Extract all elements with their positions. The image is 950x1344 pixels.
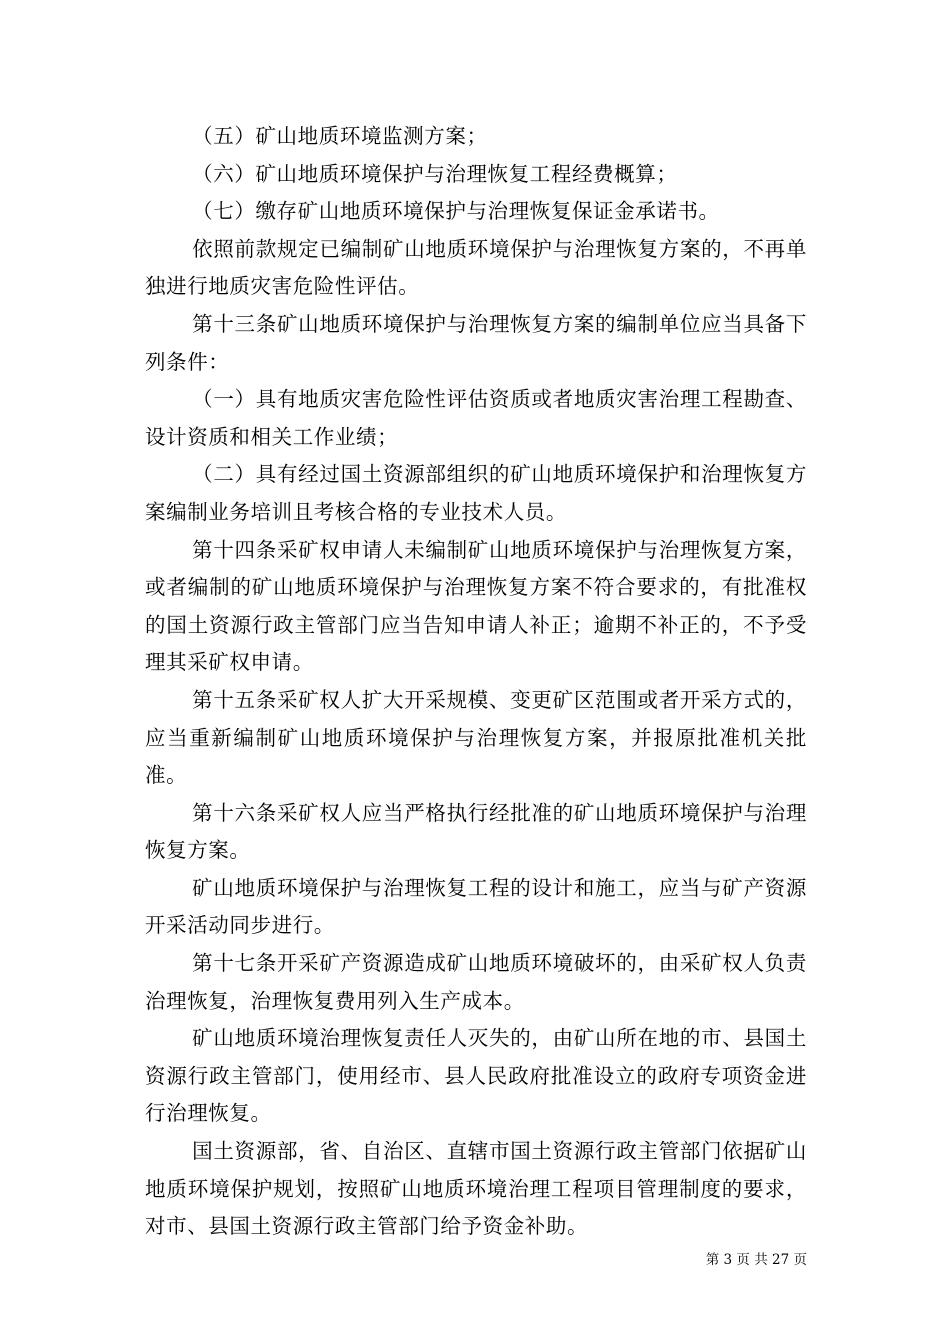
page-number: 第 3 页 共 27 页: [705, 1252, 807, 1268]
paragraph-article-14: 第十四条采矿权申请人未编制矿山地质环境保护与治理恢复方案，或者编制的矿山地质环境保护与治理恢复方案不符合要求的，有批准权的国土资源行政主管部门应当告知申请人补正；逾期不补正的，不予受理其采矿权申请。: [145, 537, 807, 675]
document-body: [145, 118, 807, 1246]
paragraph-item-6: （六）矿山地质环境保护与治理恢复工程经费概算；: [192, 161, 678, 186]
paragraph-article-17-responsible: 矿山地质环境治理恢复责任人灭失的，由矿山所在地的市、县国土资源行政主管部门，使用经市、县人民政府批准设立的政府专项资金进行治理恢复。: [145, 1026, 807, 1126]
paragraph-item-7: （七）缴存矿山地质环境保护与治理恢复保证金承诺书。: [192, 199, 720, 224]
paragraph-article-13: 第十三条矿山地质环境保护与治理恢复方案的编制单位应当具备下列条件：: [145, 311, 807, 374]
paragraph-condition-1: （一）具有地质灾害危险性评估资质或者地质灾害治理工程勘查、设计资质和相关工作业绩；: [145, 387, 807, 449]
paragraph-article-17-subsidy: 国土资源部，省、自治区、直辖市国土资源行政主管部门依据矿山地质环境保护规划，按照矿山地质环境治理工程项目管理制度的要求，对市、县国土资源行政主管部门给予资金补助。: [145, 1139, 807, 1239]
paragraph-article-16-design: 矿山地质环境保护与治理恢复工程的设计和施工，应当与矿产资源开采活动同步进行。: [145, 875, 807, 938]
paragraph-article-16: 第十六条采矿权人应当严格执行经批准的矿山地质环境保护与治理恢复方案。: [145, 800, 807, 863]
paragraph-article-15: 第十五条采矿权人扩大开采规模、变更矿区范围或者开采方式的，应当重新编制矿山地质环境保护与治理恢复方案，并报原批准机关批准。: [145, 687, 807, 788]
paragraph-condition-2: （二）具有经过国土资源部组织的矿山地质环境保护和治理恢复方案编制业务培训且考核合格的专业技术人员。: [145, 462, 807, 524]
paragraph-article-17: 第十七条开采矿产资源造成矿山地质环境破坏的，由采矿权人负责治理恢复，治理恢复费用列入生产成本。: [145, 951, 807, 1013]
paragraph-note: 依照前款规定已编制矿山地质环境保护与治理恢复方案的，不再单独进行地质灾害危险性评估。: [145, 236, 807, 299]
paragraph-item-5: （五）矿山地质环境监测方案；: [192, 124, 488, 148]
